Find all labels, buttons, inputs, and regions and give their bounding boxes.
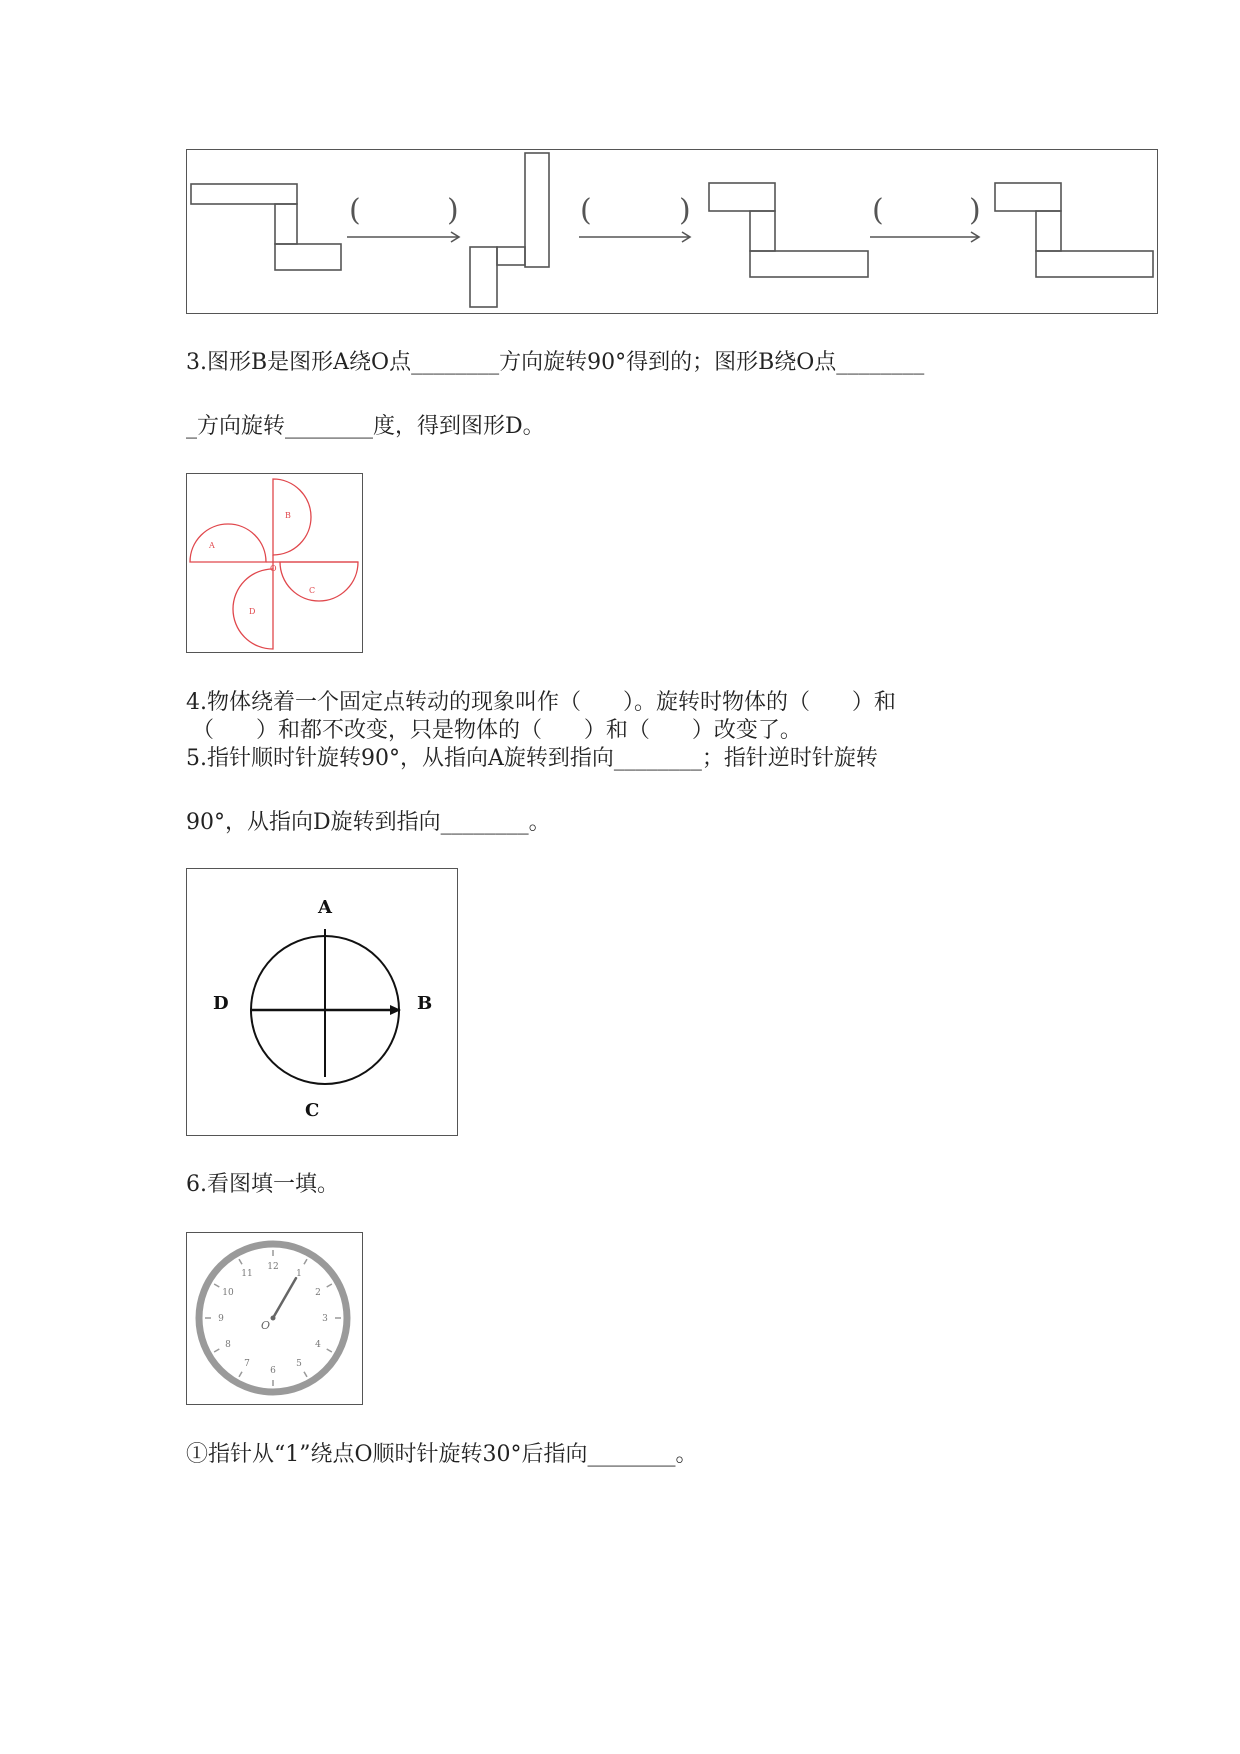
semicircle-C (280, 562, 358, 601)
semicircle-A (190, 524, 266, 562)
clock-number-11: 11 (241, 1268, 253, 1279)
shape3-stem (750, 211, 775, 251)
arrow3-close-paren: ) (969, 193, 981, 228)
arrow1-open-paren: ( (349, 193, 361, 228)
label-C: C (305, 1100, 320, 1121)
label-A: A (318, 897, 332, 918)
transform-sequence-svg (187, 150, 1156, 312)
clock-number-8: 8 (225, 1340, 231, 1350)
clock-number-1: 1 (296, 1268, 302, 1279)
label-C: C (309, 586, 316, 595)
clock-number-9: 9 (218, 1314, 224, 1324)
shape1-stem (275, 204, 297, 244)
label-B: B (285, 511, 291, 520)
arrow1-close-paren: ) (447, 193, 459, 228)
clock-number-7: 7 (244, 1359, 250, 1370)
q5-line2: 90°，从指向D旋转到指向________。 (186, 810, 551, 835)
arrow2-close-paren: ) (679, 193, 691, 228)
label-D: D (249, 607, 256, 616)
label-D: D (213, 993, 229, 1014)
shape2-mid (497, 247, 525, 265)
q3-line1: 3.图形B是图形A绕O点________方向旋转90°得到的；图形B绕O点________ (186, 350, 925, 375)
label-O: O (270, 564, 277, 573)
clock-number-5: 5 (296, 1359, 302, 1370)
clock-svg (187, 1233, 361, 1403)
clock-number-3: 3 (322, 1314, 328, 1324)
transform-sequence-figure (186, 149, 1158, 314)
q6-sub1: ①指针从“1”绕点O顺时针旋转30°后指向________。 (186, 1442, 698, 1467)
compass-figure (186, 868, 458, 1136)
shape1-top-bar (191, 184, 297, 204)
clock-figure (186, 1232, 363, 1405)
shape3-bottom-bar (750, 251, 868, 277)
q5-line1: 5.指针顺时针旋转90°，从指向A旋转到指向________；指针逆时针旋转 (186, 746, 878, 771)
shape1-bottom-bar (275, 244, 341, 270)
q4-line2: （ ）和都不改变，只是物体的（ ）和（ ）改变了。 (192, 718, 802, 743)
arrow2-open-paren: ( (580, 193, 592, 228)
clock-center-label: O (261, 1319, 271, 1332)
shape3-top-bar (709, 183, 775, 211)
pinwheel-figure (186, 473, 363, 653)
arrow3-open-paren: ( (872, 193, 884, 228)
label-A: A (209, 541, 215, 550)
shape4-bottom-bar (1036, 251, 1153, 277)
clock-number-2: 2 (315, 1288, 321, 1298)
compass-svg (187, 869, 456, 1134)
clock-number-4: 4 (315, 1340, 321, 1350)
q4-line1: 4.物体绕着一个固定点转动的现象叫作（ ）。旋转时物体的（ ）和 (186, 690, 896, 715)
shape4-top-bar (995, 183, 1061, 211)
q6-title: 6.看图填一填。 (186, 1172, 339, 1197)
label-B: B (417, 993, 433, 1014)
shape2-right (525, 153, 549, 267)
clock-number-10: 10 (222, 1288, 234, 1298)
semicircle-B (273, 479, 311, 555)
clock-center (271, 1316, 276, 1321)
clock-number-6: 6 (270, 1366, 276, 1376)
shape2-left (470, 247, 497, 307)
pinwheel-svg (187, 474, 361, 651)
q3-line2: _方向旋转________度，得到图形D。 (186, 414, 545, 439)
clock-number-12: 12 (267, 1262, 279, 1272)
shape4-stem (1036, 211, 1061, 251)
